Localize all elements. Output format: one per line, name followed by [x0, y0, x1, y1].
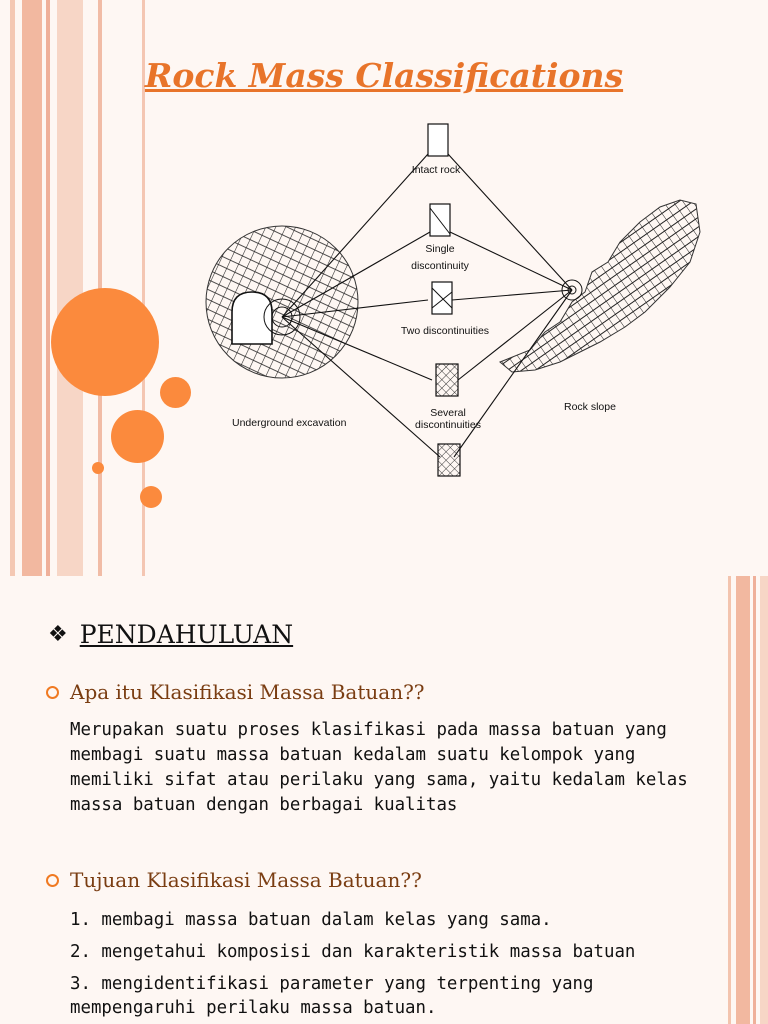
label-underground-excavation: Underground excavation	[232, 417, 347, 429]
label-discontinuity: discontinuity	[411, 260, 469, 272]
decorative-circle-small	[140, 486, 162, 508]
list-item: 2. mengetahui komposisi dan karakteristik massa batuan	[70, 942, 636, 962]
paragraph-line: massa batuan dengan berbagai kualitas	[70, 795, 458, 815]
single-discontinuity-sample	[430, 204, 450, 236]
section-heading-row	[48, 620, 293, 649]
label-discontinuities: discontinuities	[415, 419, 481, 431]
section-heading: PENDAHULUAN	[79, 620, 294, 649]
two-discontinuities-sample	[432, 282, 452, 314]
diamond-bullet-icon: ❖	[48, 622, 68, 647]
rock-mass-sample	[438, 444, 460, 476]
ring-bullet-icon	[46, 874, 59, 887]
decorative-circle-medium	[111, 410, 164, 463]
paragraph-line: membagi suatu massa batuan kedalam suatu kelompok yang	[70, 745, 636, 765]
subsection-title-row	[46, 680, 425, 704]
slide-title: Rock Mass Classifications	[144, 56, 624, 95]
label-rock-slope: Rock slope	[564, 401, 616, 413]
decorative-circle-tiny	[92, 462, 104, 474]
decorative-circle-large	[51, 288, 159, 396]
ring-bullet-icon	[46, 686, 59, 699]
decorative-circle-small	[160, 377, 191, 408]
list-item: 3. mengidentifikasi parameter yang terpenting yang	[70, 974, 594, 994]
several-discontinuities-sample	[436, 364, 458, 396]
slide-2	[0, 576, 768, 1024]
list-item: 1. membagi massa batuan dalam kelas yang sama.	[70, 910, 552, 930]
label-two-discontinuities: Two discontinuities	[400, 325, 490, 337]
subsection-title: Tujuan Klasifikasi Massa Batuan??	[70, 868, 422, 892]
paragraph-line: Merupakan suatu proses klasifikasi pada massa batuan yang	[70, 720, 667, 740]
decorative-stripes-right	[728, 576, 768, 1024]
paragraph-line: memiliki sifat atau perilaku yang sama, yaitu kedalam kelas	[70, 770, 688, 790]
rock-slope-figure	[500, 200, 700, 372]
intact-rock-sample	[428, 124, 448, 156]
list-item: mempengaruhi perilaku massa batuan.	[70, 998, 437, 1018]
label-single: Single	[425, 243, 455, 255]
label-intact-rock: Intact rock	[411, 164, 461, 176]
label-several: Several	[430, 407, 466, 419]
underground-excavation-figure	[206, 226, 358, 378]
subsection-title-row	[46, 868, 422, 892]
rock-mass-scale-diagram	[200, 112, 710, 482]
subsection-title: Apa itu Klasifikasi Massa Batuan??	[70, 680, 425, 704]
